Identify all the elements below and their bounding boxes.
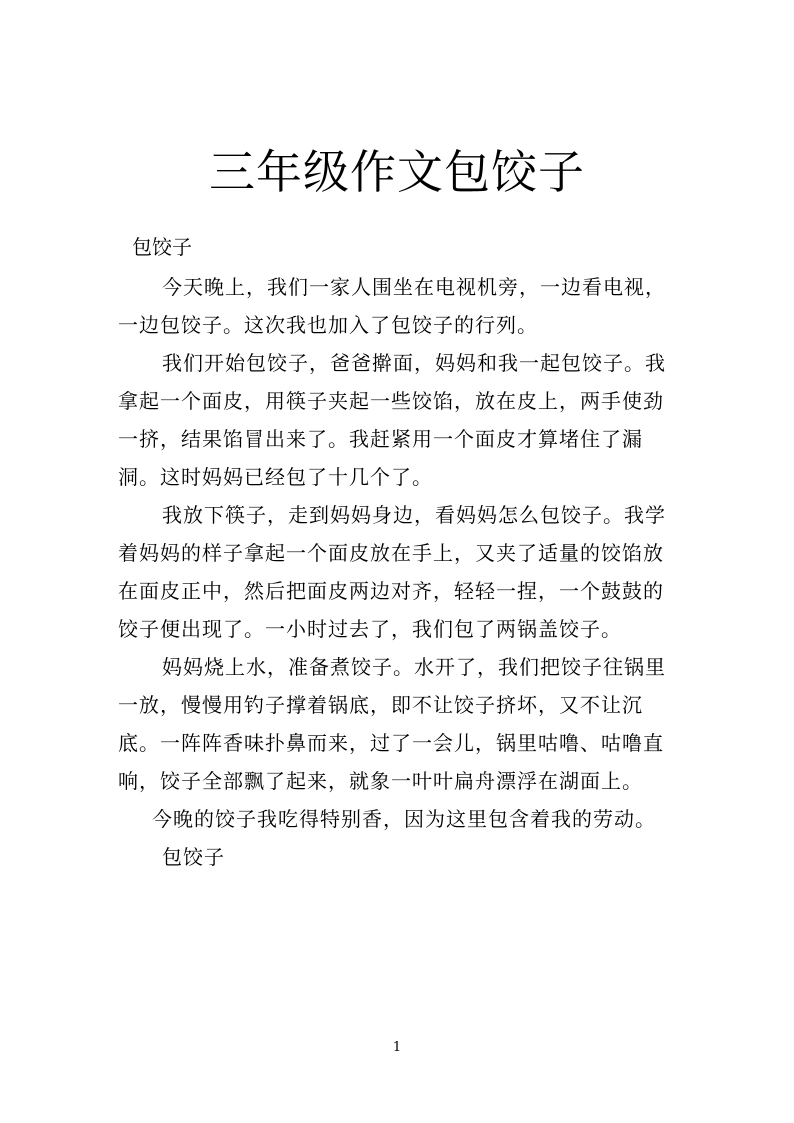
paragraph-4: 妈妈烧上水，准备煮饺子。水开了，我们把饺子往锅里一放，慢慢用钓子撑着锅底，即不让饺子挤坏，又不让沉底。一阵阵香味扑鼻而来，过了一会儿，锅里咕噜、咕噜直响，饺子全部飘了起来，就象一叶叶扁舟漂浮在湖面上。 xyxy=(118,655,666,793)
paragraph-3: 我放下筷子，走到妈妈身边，看妈妈怎么包饺子。我学着妈妈的样子拿起一个面皮放在手上，又夹了适量的饺馅放在面皮正中，然后把面皮两边对齐，轻轻一捏，一个鼓鼓的饺子便出现了。一小时过去了，我们包了两锅盖饺子。 xyxy=(118,503,666,641)
closing-line: 包饺子 xyxy=(162,845,225,869)
paragraph-2: 我们开始包饺子，爸爸擀面，妈妈和我一起包饺子。我拿起一个面皮，用筷子夹起一些饺馅，放在皮上，两手使劲一挤，结果馅冒出来了。我赶紧用一个面皮才算堵住了漏洞。这时妈妈已经包了十几个了。 xyxy=(118,351,666,489)
paragraph-1: 今天晚上，我们一家人围坐在电视机旁，一边看电视，一边包饺子。这次我也加入了包饺子的行列。 xyxy=(118,275,666,337)
page-number: 1 xyxy=(392,1040,402,1055)
paragraph-5: 今晚的饺子我吃得特别香，因为这里包含着我的劳动。 xyxy=(152,807,656,831)
essay-subtitle: 包饺子 xyxy=(132,235,192,259)
essay-body xyxy=(118,268,678,876)
page-title: 三年级作文包饺子 xyxy=(209,145,585,199)
